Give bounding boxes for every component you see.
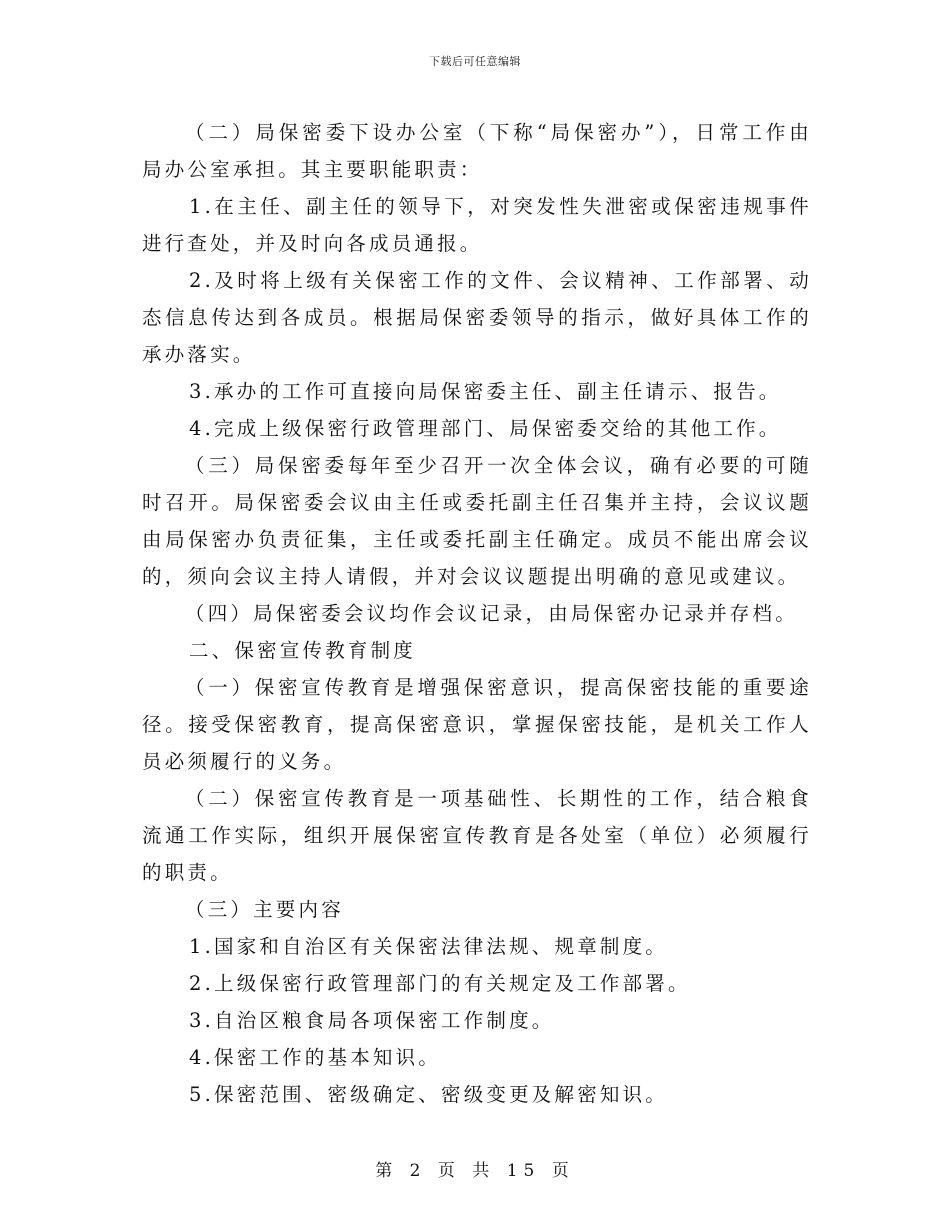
page-header: 下载后可任意编辑 <box>429 55 521 68</box>
content-item-3: 3.自治区粮食局各项保密工作制度。 <box>189 1009 555 1032</box>
paragraph-education-2: （二）保密宣传教育是一项基础性、长期性的工作，结合粮食流通工作实际，组织开展保密宣传教育是各处室（单位）必须履行的职责。 <box>142 787 812 884</box>
paragraph-office-duties: （二）局保密委下设办公室（下称“局保密办”），日常工作由局办公室承担。其主要职能职责： <box>142 121 812 181</box>
paragraph-item-4: 4.完成上级保密行政管理部门、局保密委交给的其他工作。 <box>189 417 782 440</box>
content-item-4: 4.保密工作的基本知识。 <box>189 1046 442 1069</box>
paragraph-education-1: （一）保密宣传教育是增强保密意识，提高保密技能的重要途径。接受保密教育，提高保密意识，掌握保密技能，是机关工作人员必须履行的义务。 <box>142 676 812 773</box>
paragraph-item-3: 3.承办的工作可直接向局保密委主任、副主任请示、报告。 <box>189 380 782 403</box>
subheading-main-content: （三）主要内容 <box>185 898 344 921</box>
document-body <box>142 114 812 1113</box>
paragraph-records: （四）局保密委会议均作会议记录，由局保密办记录并存档。 <box>185 602 798 625</box>
paragraph-item-1: 1.在主任、副主任的领导下，对突发性失泄密或保密违规事件进行查处，并及时向各成员通报。 <box>142 195 812 255</box>
page-footer: 第 2 页 共 15 页 <box>375 1161 575 1181</box>
content-item-5: 5.保密范围、密级确定、密级变更及解密知识。 <box>189 1083 669 1106</box>
paragraph-item-2: 2.及时将上级有关保密工作的文件、会议精神、工作部署、动态信息传达到各成员。根据局保密委领导的指示，做好具体工作的承办落实。 <box>142 269 812 366</box>
paragraph-meetings: （三）局保密委每年至少召开一次全体会议，确有必要的可随时召开。局保密委会议由主任或委托副主任召集并主持，会议议题由局保密办负责征集，主任或委托副主任确定。成员不能出席会议的，须向会议主持人请假，并对会议议题提出明确的意见或建议。 <box>142 454 812 588</box>
section-heading-education: 二、保密宣传教育制度 <box>189 639 417 662</box>
content-item-2: 2.上级保密行政管理部门的有关规定及工作部署。 <box>189 972 691 995</box>
content-item-1: 1.国家和自治区有关保密法律法规、规章制度。 <box>189 935 669 958</box>
